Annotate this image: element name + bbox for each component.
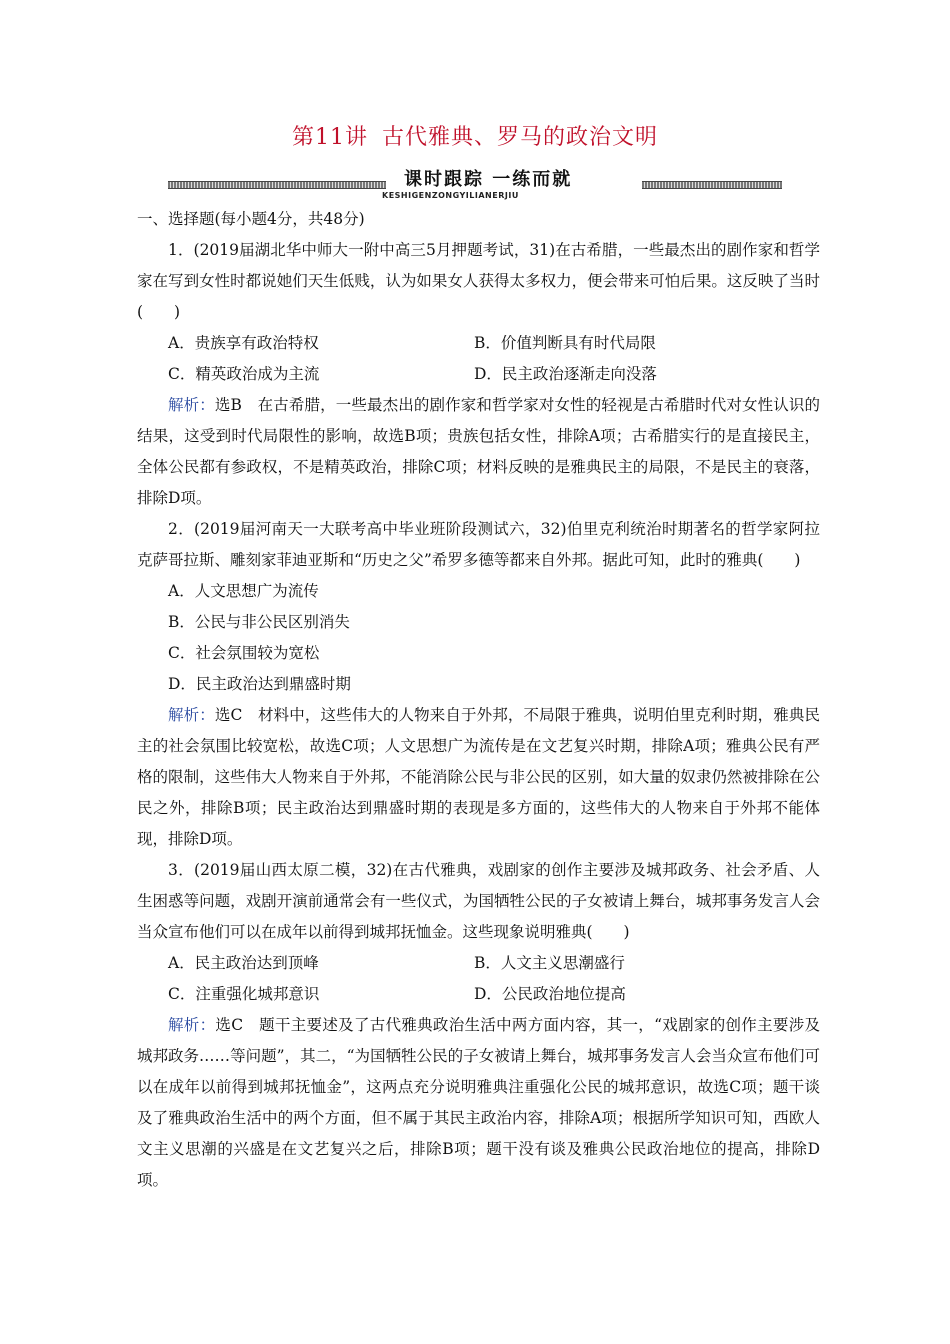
question-3-option-c: C．注重强化城邦意识 [168,985,320,1003]
question-3-option-a: A．民主政治达到顶峰 [168,954,319,972]
analysis-label: 解析： [168,396,215,414]
question-1-option-c: C．精英政治成为主流 [168,365,320,383]
analysis-label: 解析： [168,706,215,724]
question-2-option-b: B．公民与非公民区别消失 [168,613,350,631]
question-1-options-row-2 [137,359,820,390]
question-2-analysis-text: 选C 材料中，这些伟大的人物来自于外邦，不局限于雅典，说明伯里克利时期，雅典民主的社会氛围比较宽松，故选C项；人文思想广为流传是在文艺复兴时期，排除A项；雅典公民有严格的限制，这些伟大人物来自于外邦，不能消除公民与非公民的区别，如大量的奴隶仍然被排除在公民之外，排除B项；民主政治达到鼎盛时期的表现是多方面的，这些伟大的人物来自于外邦不能体现，排除D项。 [137,706,820,848]
lesson-title [0,120,950,151]
question-1-options-row-1 [137,328,820,359]
question-2-option-c: C．社会氛围较为宽松 [168,644,320,662]
lesson-title-text: 古代雅典、罗马的政治文明 [381,125,658,150]
question-content [137,204,820,1196]
question-2-stem: 2．(2019届河南天一大联考高中毕业班阶段测试六，32)伯里克利统治时期著名的哲学家阿拉克萨哥拉斯、雕刻家菲迪亚斯和“历史之父”希罗多德等都来自外邦。据此可知，此时的雅典( ) [137,520,820,569]
question-3-option-d: D．公民政治地位提高 [474,985,626,1003]
question-3-options-row-2 [137,979,820,1010]
lesson-number: 第11讲 [291,125,368,150]
question-2-analysis [137,700,820,855]
question-3-options-row-1 [137,948,820,979]
question-3-stem: 3．(2019届山西太原二模，32)在古代雅典，戏剧家的创作主要涉及城邦政务、社会矛盾、人生困惑等问题，戏剧开演前通常会有一些仪式，为国牺牲公民的子女被请上舞台，城邦事务发言人会当众宣布他们可以在成年以前得到城邦抚恤金。这些现象说明雅典( ) [137,861,820,941]
question-1-analysis [137,390,820,514]
question-3-analysis-text: 选C 题干主要述及了古代雅典政治生活中两方面内容，其一，“戏剧家的创作主要涉及城邦政务……等问题”，其二，“为国牺牲公民的子女被请上舞台，城邦事务发言人会当众宣布他们可以在成年以前得到城邦抚恤金”，这两点充分说明雅典注重强化公民的城邦意识，故选C项；题干谈及了雅典政治生活中的两个方面，但不属于其民主政治内容，排除A项；根据所学知识可知，西欧人文主义思潮的兴盛是在文艺复兴之后，排除B项；题干没有谈及雅典公民政治地位的提高，排除D项。 [137,1016,820,1189]
question-3-analysis [137,1010,820,1196]
question-1-analysis-text: 选B 在古希腊，一些最杰出的剧作家和哲学家对女性的轻视是古希腊时代对女性认识的结果，这受到时代局限性的影响，故选B项；贵族包括女性，排除A项；古希腊实行的是直接民主，全体公民都有参政权，不是精英政治，排除C项；材料反映的是雅典民主的局限，不是民主的衰落，排除D项。 [137,396,820,507]
question-2-option-d: D．民主政治达到鼎盛时期 [168,675,351,693]
question-3-option-b: B．人文主义思潮盛行 [474,954,625,972]
banner-sub-text: KESHIGENZONGYILIANERJIU [382,191,519,200]
question-1-option-a: A．贵族享有政治特权 [168,334,319,352]
question-2-option-a: A．人文思想广为流传 [168,582,319,600]
question-1-stem: 1．(2019届湖北华中师大一附中高三5月押题考试，31)在古希腊，一些最杰出的剧作家和哲学家在写到女性时都说她们天生低贱，认为如果女人获得太多权力，便会带来可怕后果。这反映了当时( ) [137,241,820,321]
question-1-option-b: B．价值判断具有时代局限 [474,334,656,352]
section-heading: 一、选择题(每小题4分，共48分) [137,210,365,228]
banner-main-text: 课时跟踪 一练而就 [404,169,573,190]
question-1-option-d: D．民主政治逐渐走向没落 [474,365,657,383]
section-banner [168,163,782,203]
banner-rule-left [168,181,386,189]
analysis-label: 解析： [168,1016,216,1034]
banner-rule-right [642,181,782,189]
